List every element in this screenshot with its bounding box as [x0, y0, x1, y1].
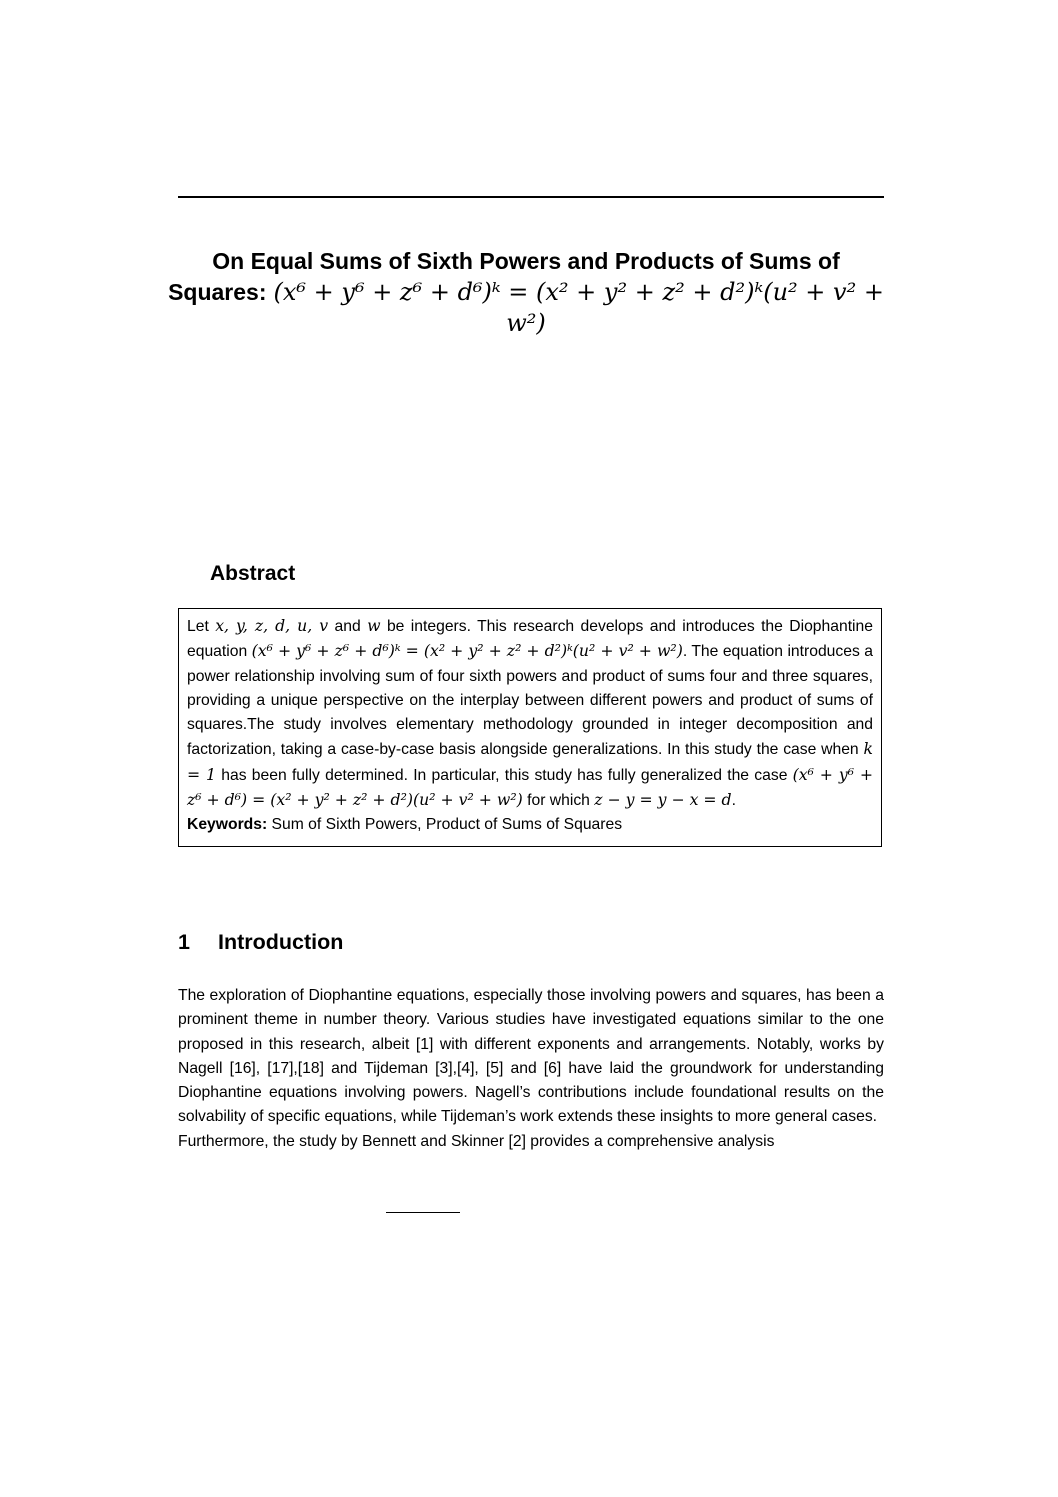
abstract-text-segment: .: [731, 792, 736, 810]
abstract-text-segment: and: [328, 618, 368, 635]
title-line2-prefix: Squares:: [168, 279, 267, 305]
abstract-math-segment: w: [367, 616, 381, 635]
keywords-line: [187, 813, 873, 837]
abstract-text-segment: has been fully determined. In particular, this study has fully generalized the case: [216, 766, 793, 784]
introduction-body: [178, 984, 884, 1154]
abstract-math-segment: (x⁶ + y⁶ + z⁶ + d⁶) = (x² + y² + z² + d²)(u² + v² + w²): [187, 764, 873, 810]
intro-paragraph-2: Furthermore, the study by Bennett and Skinner [2] provides a comprehensive analysis: [178, 1132, 775, 1150]
section-number: 1: [178, 930, 190, 954]
abstract-box: [178, 608, 882, 847]
section-title: Introduction: [218, 930, 344, 954]
intro-paragraph-1: The exploration of Diophantine equations, especially those involving powers and squares, has been a prominent theme in number theory. Various studies have investigated equations similar to the one proposed in this research, albeit [1] with different exponents and arrangements. Notably, works by Nagell [16], [17],[18] and Tijdeman [3],[4], [5] and [6] have laid the groundwork for understanding Diophantine equations involving powers. Nagell’s contributions include foundational results on the solvability of specific equations, while Tijdeman’s work extends these insights to more general cases.: [178, 987, 884, 1126]
keywords-text: Sum of Sixth Powers, Product of Sums of Squares: [267, 816, 623, 834]
abstract-text-segment: Let: [187, 618, 216, 635]
abstract-math-segment: z − y = y − x = d: [594, 790, 732, 810]
abstract-text: [187, 614, 873, 813]
abstract-text-segment: be integers. This research develops and introduces the Diophantine equation: [187, 618, 873, 661]
section-1-heading: [178, 929, 343, 956]
header-rule: [178, 196, 884, 198]
abstract-text-segment: for which: [522, 792, 595, 810]
abstract-math-segment: x, y, z, d, u, v: [215, 616, 329, 635]
abstract-text-segment: . The equation introduces a power relationship involving sum of four sixth powers and product of sums four and three squares, providing a unique perspective on the interplay between different powers and product of sums of squares.The study involves elementary methodology grounded in integer decomposition and factorization, taking a case-by-case basis alongside generalizations. In this study the case when: [187, 643, 873, 759]
title-line1: On Equal Sums of Sixth Powers and Products of Sums of: [212, 248, 840, 274]
paper-title: [168, 246, 884, 339]
footnote-rule: [386, 1212, 460, 1213]
abstract-math-segment: (x⁶ + y⁶ + z⁶ + d⁶)ᵏ = (x² + y² + z² + d²)ᵏ(u² + v² + w²): [251, 641, 683, 661]
keywords-label: Keywords:: [187, 816, 268, 834]
title-equation: (x⁶ + y⁶ + z⁶ + d⁶)ᵏ = (x² + y² + z² + d²)ᵏ(u² + v² + w²): [273, 278, 884, 337]
abstract-heading: Abstract: [210, 562, 296, 585]
abstract-math-segment: k = 1: [187, 739, 873, 784]
